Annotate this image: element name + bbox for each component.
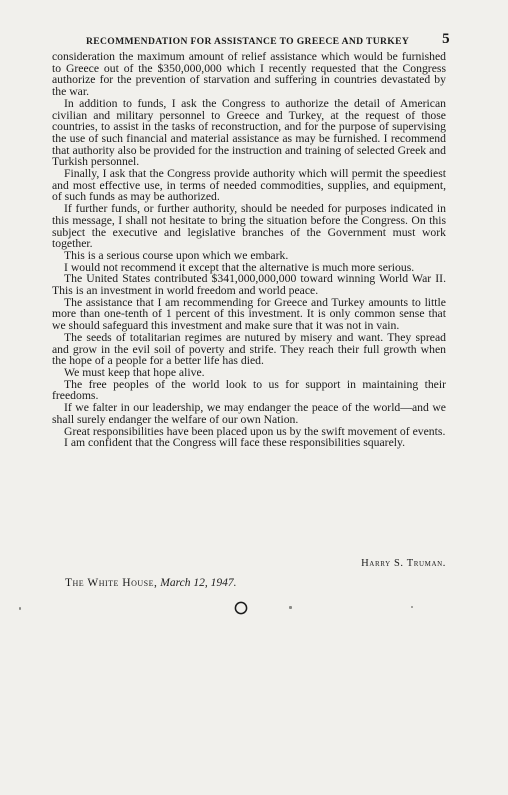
paragraph: I would not recommend it except that the alternative is much more serious. — [64, 260, 415, 274]
scan-speck — [289, 606, 292, 609]
message-body — [52, 51, 446, 449]
paragraph: The assistance that I am recommending for Greece and Turkey amounts to little more than one-tenth of 1 percent of this investment. It is only common sense that we should safeguard this investment and make sure that it was not in vain. — [52, 295, 446, 333]
paragraph: If further funds, or further authority, should be needed for purposes indicated in this message, I shall not hesitate to bring the situation before the Congress. On this subject the executive and legislative branches of the Government must work together. — [52, 202, 446, 251]
end-mark-circle-icon — [233, 600, 249, 616]
dateline-date: March 12, 1947. — [160, 577, 237, 589]
paragraph: This is a serious course upon which we embark. — [64, 248, 289, 262]
paragraph: Finally, I ask that the Congress provide authority which will permit the speediest and most effective use, in terms of needed commodities, supplies, and equipment, of such funds as may be authorized. — [52, 167, 446, 204]
paragraph: The free peoples of the world look to us for support in maintaining their freedoms. — [52, 377, 446, 403]
scan-speck — [19, 607, 21, 610]
paragraph: In addition to funds, I ask the Congress to authorize the detail of American civilian and military personnel to Greece and Turkey, at the request of those countries, to assist in the tasks of reconstruction, and for the purpose of supervising the use of such financial and material assistance as may be furnished. I recommend that authority also be provided for the instruction and training of selected Greek and Turkish personnel. — [52, 96, 446, 169]
paragraph: Great responsibilities have been placed upon us by the swift movement of events. — [64, 424, 446, 438]
running-head-title: RECOMMENDATION FOR ASSISTANCE TO GREECE AND TURKEY — [86, 36, 410, 47]
paragraph: The seeds of totalitarian regimes are nutured by misery and want. They spread and grow in the evil soil of poverty and strife. They reach their full growth when the hope of a people for a better life has died. — [52, 330, 446, 368]
dateline-place: The White House, — [65, 577, 158, 589]
dateline — [65, 577, 236, 589]
paragraph: We must keep that hope alive. — [64, 365, 205, 379]
paragraph: If we falter in our leadership, we may endanger the peace of the world—and we shall surely endanger the welfare of our own Nation. — [52, 401, 446, 426]
running-head — [64, 33, 450, 49]
page-number: 5 — [442, 31, 450, 47]
scan-speck — [411, 606, 413, 608]
signature: Harry S. Truman. — [361, 558, 446, 569]
paragraph: The United States contributed $341,000,000,000 toward winning World War II. This is an investment in world freedom and world peace. — [52, 272, 446, 298]
paragraph: I am confident that the Congress will face these responsibilities squarely. — [64, 436, 406, 450]
paragraph: consideration the maximum amount of relief assistance which would be furnished to Greece out of the $350,000,000 which I recently requested that the Congress authorize for the prevention of starvation and suffering in countries devastated by the war. — [52, 50, 446, 99]
